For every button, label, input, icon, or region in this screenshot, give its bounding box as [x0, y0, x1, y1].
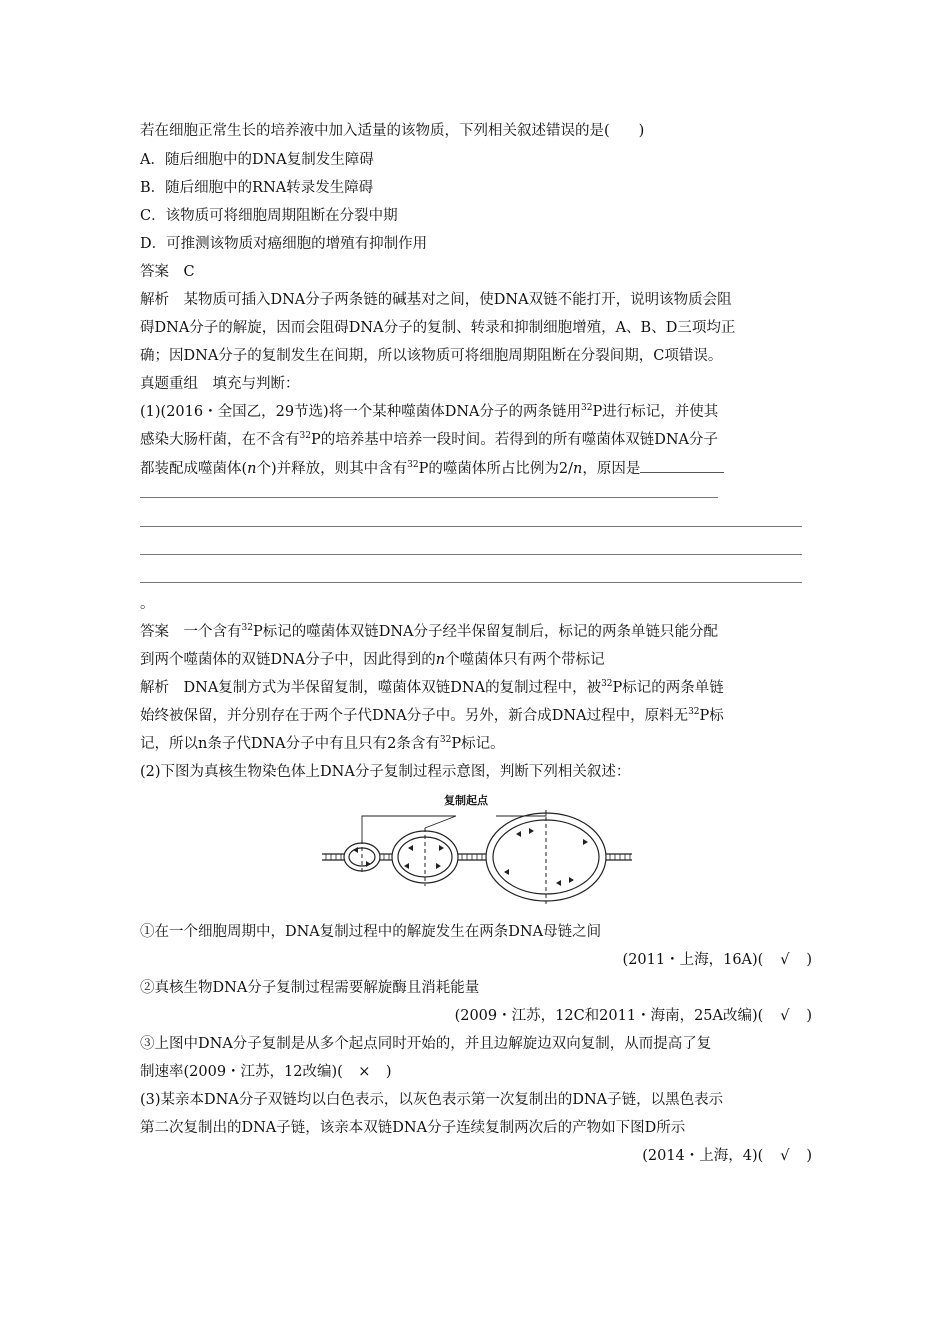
item-3-line-2 [140, 1062, 812, 1082]
superscript: 32 [581, 403, 593, 414]
answer-rule-3[interactable] [140, 554, 802, 555]
part1-analysis-line-2 [140, 706, 812, 726]
text: 答案 一个含有 [140, 624, 242, 640]
close-paren: ) [371, 1064, 392, 1080]
text: 感染大肠杆菌，在不含有 [140, 432, 300, 448]
close-paren: ) [791, 1008, 812, 1024]
option-d: D．可推测该物质对癌细胞的增殖有抑制作用 [140, 236, 428, 252]
analysis-line-3: 确；因DNA分子的复制发生在间期，所以该物质可将细胞周期阻断在分裂间期，C项错误。 [140, 348, 723, 364]
cross-mark: × [358, 1064, 371, 1080]
answer-rule-1[interactable] [140, 497, 718, 498]
text: P标记。 [451, 736, 505, 752]
close-paren: ) [791, 952, 812, 968]
part2-intro: (2)下图为真核生物染色体上DNA分子复制过程示意图，判断下列相关叙述： [140, 764, 631, 780]
check-mark: √ [780, 1008, 790, 1024]
italic-n: n [435, 652, 446, 668]
check-mark: √ [780, 952, 790, 968]
period-mark: 。 [140, 596, 155, 612]
part3-source [140, 1146, 812, 1166]
superscript: 32 [241, 623, 253, 634]
part1-analysis-line-1 [140, 678, 812, 698]
item-1-source [140, 950, 812, 970]
dna-replication-figure [320, 790, 636, 910]
answer-blank[interactable] [640, 458, 724, 473]
text: (1)(2016・全国乙，29节选)将一个某种噬菌体DNA分子的两条链用 [140, 404, 581, 420]
text: 始终被保留，并分别存在于两个子代DNA分子中。另外，新合成DNA过程中，原料无 [140, 708, 689, 724]
answer-rule-4[interactable] [140, 582, 802, 583]
part1-line-3 [140, 458, 812, 479]
text: 个)并释放，则其中含有 [256, 461, 408, 477]
section-title: 真题重组 填充与判断： [140, 376, 300, 392]
text: 制速率(2009・江苏，12改编)( [140, 1064, 358, 1080]
part1-answer-line-2 [140, 650, 812, 670]
item-2-source [140, 1006, 812, 1026]
superscript: 32 [439, 735, 452, 746]
italic-n: n [573, 461, 583, 477]
item-3-line-1: ③上图中DNA分子复制是从多个起点同时开始的，并且边解旋边双向复制，从而提高了复 [140, 1036, 712, 1052]
text: P标记的噬菌体双链DNA分子经半保留复制后，标记的两条单链只能分配 [252, 624, 718, 640]
text: P的噬菌体所占比例为2/ [418, 461, 573, 477]
text: P的培养基中培养一段时间。若得到的所有噬菌体双链DNA分子 [310, 432, 718, 448]
part1-answer-line-1 [140, 622, 812, 642]
source: (2011・上海，16A)( [622, 952, 778, 968]
superscript: 32 [299, 431, 311, 442]
text: 解析 DNA复制方式为半保留复制，噬菌体双链DNA的复制过程中，被 [140, 680, 602, 696]
text: 记，所以n条子代DNA分子中有且只有2条含有 [140, 736, 440, 752]
option-b: B．随后细胞中的RNA转录发生障碍 [140, 180, 374, 196]
item-1-text: ①在一个细胞周期中，DNA复制过程中的解旋发生在两条DNA母链之间 [140, 924, 602, 940]
text: P进行标记，并使其 [592, 404, 719, 420]
superscript: 32 [407, 460, 419, 471]
part1-analysis-line-3 [140, 734, 812, 754]
text: ，原因是 [582, 461, 641, 477]
option-c: C．该物质可将细胞周期阻断在分裂中期 [140, 208, 398, 224]
italic-n: n [247, 461, 257, 477]
analysis-line-2: 碍DNA分子的解旋，因而会阻碍DNA分子的复制、转录和抑制细胞增殖，A、B、D三项均正 [140, 320, 736, 336]
analysis-line-1: 解析 某物质可插入DNA分子两条链的碱基对之间，使DNA双链不能打开，说明该物质会阻 [140, 292, 732, 308]
superscript: 32 [601, 679, 613, 690]
superscript: 32 [688, 707, 700, 718]
item-2-text: ②真核生物DNA分子复制过程需要解旋酶且消耗能量 [140, 980, 480, 996]
answer-line: 答案 C [140, 264, 195, 280]
replication-origin-label: 复制起点 [444, 794, 488, 807]
part1-line-1 [140, 402, 812, 422]
text: 到两个噬菌体的双链DNA分子中，因此得到的 [140, 652, 436, 668]
text: P标记的两条单链 [612, 680, 724, 696]
part1-line-2 [140, 430, 812, 450]
text: 个噬菌体只有两个带标记 [445, 652, 605, 668]
text: 都装配成噬菌体( [140, 461, 248, 477]
question-stem: 若在细胞正常生长的培养液中加入适量的该物质，下列相关叙述错误的是( ) [140, 123, 645, 139]
source: (2009・江苏，12C和2011・海南，25A改编)( [454, 1008, 778, 1024]
source: (2014・上海，4)( [642, 1148, 778, 1164]
answer-rule-2[interactable] [140, 526, 802, 527]
text: P标 [699, 708, 724, 724]
check-mark: √ [780, 1148, 790, 1164]
close-paren: ) [791, 1148, 812, 1164]
part3-line-1: (3)某亲本DNA分子双链均以白色表示，以灰色表示第一次复制出的DNA子链，以黑色表示 [140, 1092, 724, 1108]
option-a: A．随后细胞中的DNA复制发生障碍 [140, 152, 374, 168]
part3-line-2: 第二次复制出的DNA子链，该亲本双链DNA分子连续复制两次后的产物如下图D所示 [140, 1120, 686, 1136]
